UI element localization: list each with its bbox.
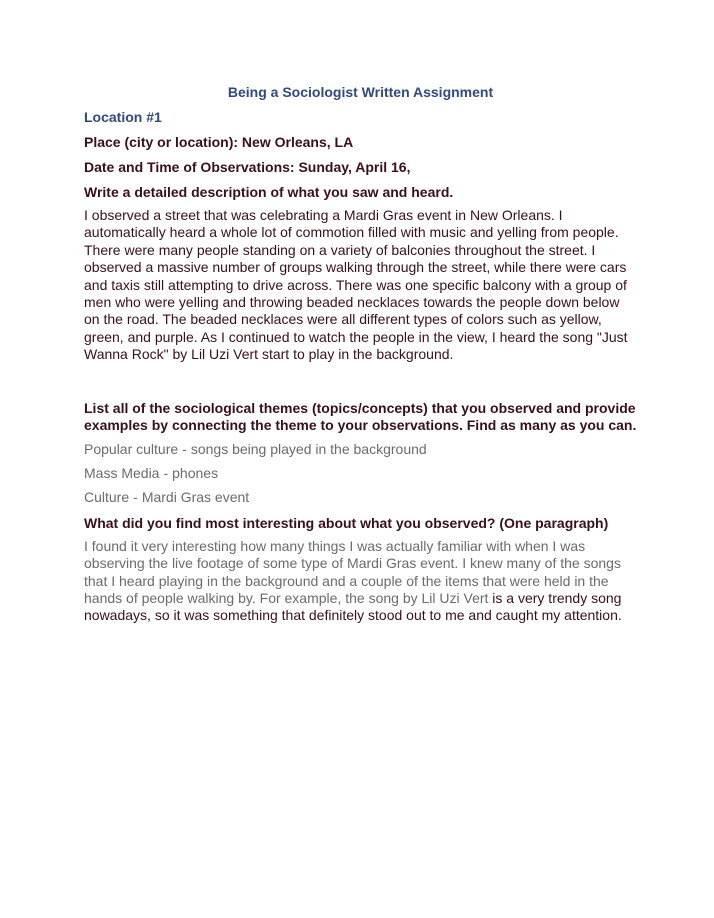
theme-separator: -: [133, 488, 138, 505]
theme-name: Mass Media: [84, 464, 160, 481]
interesting-answer-part2: is a very trendy song nowadays, so it was something that definitely stood out to me and caught my attention.: [84, 590, 622, 624]
theme-example: phones: [172, 464, 219, 481]
interesting-answer: [84, 538, 637, 625]
theme-separator: -: [163, 464, 169, 481]
theme-item: [84, 465, 637, 482]
theme-item: [84, 441, 637, 458]
spacer: [84, 364, 637, 400]
theme-example: Mardi Gras event: [141, 488, 250, 505]
theme-name: Popular culture: [84, 440, 179, 457]
theme-name: Culture: [84, 488, 130, 505]
theme-item: [84, 489, 637, 506]
description-prompt: Write a detailed description of what you saw and heard.: [84, 184, 454, 200]
theme-example: songs being played in the background: [190, 440, 427, 457]
place-line: Place (city or location): New Orleans, LA: [84, 134, 354, 150]
location-label: Location #1: [84, 109, 162, 125]
document-title: Being a Sociologist Written Assignment: [227, 84, 494, 100]
theme-separator: -: [182, 440, 187, 457]
themes-prompt: List all of the sociological themes (topics/concepts) that you observed and provide examples by connecting the theme to your observations. Find as many as you can.: [84, 399, 637, 434]
interesting-prompt: What did you find most interesting about what you observed? (One paragraph): [84, 514, 609, 531]
interesting-answer-part1: I found it very interesting how many things I was actually familiar with when I was observing the live footage of some type of Mardi Gras event. I knew many of the songs that I heard playing in the background and a couple of the items that were held in the hands of people walking by. For example, the song by Lil Uzi Vert: [84, 537, 621, 607]
date-time-line: Date and Time of Observations: Sunday, April 16,: [84, 159, 411, 175]
description-paragraph: I observed a street that was celebrating a Mardi Gras event in New Orleans. I automatically heard a whole lot of commotion filled with music and yelling from people. There were many people standing on a variety of balconies throughout the street. I observed a massive number of groups walking through the street, while there were cars and taxis still attempting to drive across. There was one specific balcony with a group of men who were yelling and throwing beaded necklaces towards the people down below on the road. The beaded necklaces were all different types of colors such as yellow, green, and purple. As I continued to watch the people in the view, I heard the song "Just Wanna Rock" by Lil Uzi Vert start to play in the background.: [84, 207, 628, 363]
